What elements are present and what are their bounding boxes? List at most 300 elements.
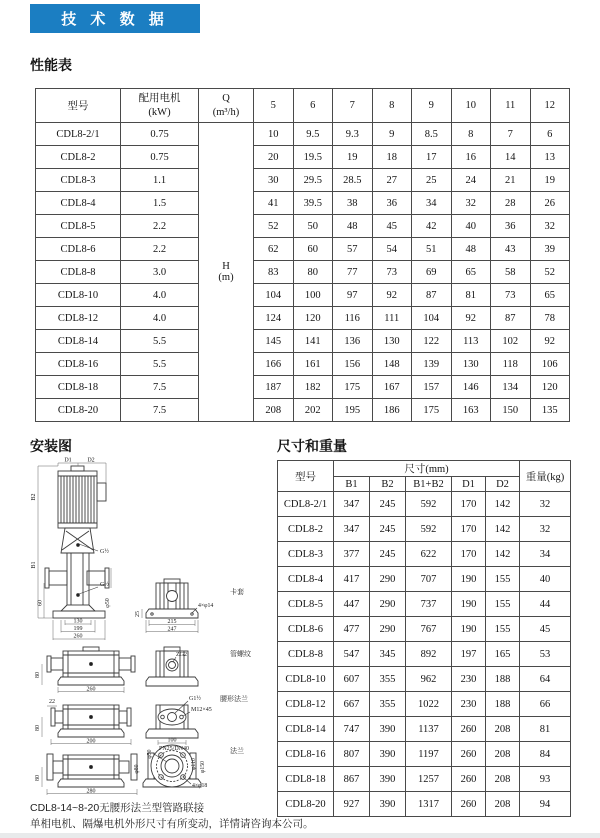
head-value-cell: 187 [254, 376, 294, 399]
model-cell: CDL8-8 [36, 261, 121, 284]
head-value-cell: 116 [333, 307, 373, 330]
dim-value-cell: 190 [452, 592, 486, 617]
perf-row [36, 238, 570, 261]
model-cell: CDL8-8 [278, 642, 334, 667]
dim-value-cell: 260 [452, 792, 486, 817]
head-value-cell: 40 [451, 215, 491, 238]
dim-value-cell: 390 [370, 717, 406, 742]
dim-value-cell: 208 [486, 717, 520, 742]
head-value-cell: 80 [293, 261, 333, 284]
perf-row [36, 307, 570, 330]
dim-value-cell: 260 [452, 717, 486, 742]
col-header-motor [121, 89, 199, 123]
head-value-cell: 51 [412, 238, 452, 261]
head-value-cell: 161 [293, 353, 333, 376]
g1half-label: G1½ [189, 696, 201, 702]
dim-value-cell: 93 [520, 767, 571, 792]
head-value-cell: 58 [491, 261, 531, 284]
performance-section-title: 性能表 [30, 57, 72, 73]
head-value-cell: 36 [491, 215, 531, 238]
head-value-cell: 14 [491, 146, 531, 169]
dim-value-cell: 417 [334, 567, 370, 592]
head-value-cell: 113 [451, 330, 491, 353]
head-value-cell: 28 [491, 192, 531, 215]
dim-value-cell: 245 [370, 542, 406, 567]
head-value-cell: 43 [491, 238, 531, 261]
dim-value-cell: 927 [334, 792, 370, 817]
head-value-cell: 17 [412, 146, 452, 169]
dim-value-cell: 892 [406, 642, 452, 667]
dim-value-cell: 32 [520, 492, 571, 517]
dim-phi50-label: φ50 [105, 598, 111, 608]
dim-value-cell: 867 [334, 767, 370, 792]
dim-value-cell: 188 [486, 667, 520, 692]
motor-kw-cell: 1.5 [121, 192, 199, 215]
dim-value-cell: 390 [370, 767, 406, 792]
head-value-cell: 167 [372, 376, 412, 399]
dim-value-cell: 377 [334, 542, 370, 567]
perf-row [36, 376, 570, 399]
head-value-cell: 148 [372, 353, 412, 376]
dim-col-weight: 重量(kg) [520, 461, 571, 492]
perf-row [36, 192, 570, 215]
head-value-cell: 120 [293, 307, 333, 330]
dim-value-cell: 355 [370, 692, 406, 717]
perf-header-row [36, 89, 570, 123]
dim-value-cell: 767 [406, 617, 452, 642]
dim-value-cell: 208 [486, 767, 520, 792]
head-value-cell: 208 [254, 399, 294, 422]
h-label: H [222, 261, 230, 272]
zg2-label: ZG2 [176, 652, 187, 658]
dimensions-table [277, 460, 571, 817]
head-value-cell: 6 [530, 123, 570, 146]
size-col-header: B2 [370, 477, 406, 492]
model-cell: CDL8-10 [278, 667, 334, 692]
dim-247-label: 247 [167, 626, 177, 633]
perf-row [36, 330, 570, 353]
flow-header-cell: 6 [293, 89, 333, 123]
head-value-cell: 120 [530, 376, 570, 399]
head-value-cell: 20 [254, 146, 294, 169]
head-value-cell: 122 [412, 330, 452, 353]
dim-row [278, 517, 571, 542]
head-value-cell: 78 [530, 307, 570, 330]
dim-value-cell: 44 [520, 592, 571, 617]
dim-value-cell: 190 [452, 567, 486, 592]
dim-value-cell: 592 [406, 492, 452, 517]
dim-value-cell: 142 [486, 517, 520, 542]
head-value-cell: 48 [451, 238, 491, 261]
head-value-cell: 87 [412, 284, 452, 307]
head-value-cell: 32 [451, 192, 491, 215]
head-value-cell: 9.3 [333, 123, 373, 146]
model-cell: CDL8-3 [278, 542, 334, 567]
head-value-cell: 97 [333, 284, 373, 307]
flow-header-cell: 8 [372, 89, 412, 123]
connection-sleeve-label: 卡套 [230, 588, 244, 596]
pn-rating-label: PN25/DN40 [159, 746, 190, 752]
footnote-motor: 单相电机、隔爆电机外形尺寸有所变动，详情请咨询本公司。 [30, 818, 314, 830]
head-value-cell: 39 [530, 238, 570, 261]
head-value-cell: 163 [451, 399, 491, 422]
motor-kw-cell: 2.2 [121, 238, 199, 261]
head-value-cell: 136 [333, 330, 373, 353]
head-value-cell: 73 [491, 284, 531, 307]
head-value-cell: 195 [333, 399, 373, 422]
perf-row [36, 353, 570, 376]
dim-value-cell: 347 [334, 517, 370, 542]
head-value-cell: 34 [412, 192, 452, 215]
head-value-cell: 130 [372, 330, 412, 353]
motor-kw-cell: 0.75 [121, 123, 199, 146]
head-value-cell: 65 [451, 261, 491, 284]
dim-value-cell: 390 [370, 792, 406, 817]
dim-value-cell: 737 [406, 592, 452, 617]
model-cell: CDL8-18 [278, 767, 334, 792]
head-value-cell: 62 [254, 238, 294, 261]
bolt18-label: 4×φ18 [192, 783, 208, 789]
dim-value-cell: 547 [334, 642, 370, 667]
motor-unit: (kW) [148, 106, 171, 118]
dim-value-cell: 245 [370, 517, 406, 542]
head-value-cell: 69 [412, 261, 452, 284]
model-cell: CDL8-5 [36, 215, 121, 238]
size-col-header: D2 [486, 477, 520, 492]
head-value-cell: 118 [491, 353, 531, 376]
motor-kw-cell: 3.0 [121, 261, 199, 284]
dim-row [278, 592, 571, 617]
dim-value-cell: 230 [452, 667, 486, 692]
head-value-cell: 100 [293, 284, 333, 307]
head-value-cell: 48 [333, 215, 373, 238]
size-col-header: B1 [334, 477, 370, 492]
dim-value-cell: 1137 [406, 717, 452, 742]
dim-b1-label: B1 [31, 561, 37, 569]
dim-value-cell: 142 [486, 492, 520, 517]
dim-header-row-1 [278, 461, 571, 477]
head-value-cell: 150 [491, 399, 531, 422]
head-value-cell: 42 [412, 215, 452, 238]
head-unit-cell [199, 123, 254, 422]
dim-value-cell: 155 [486, 617, 520, 642]
dim-value-cell: 447 [334, 592, 370, 617]
flow-header-cell: 5 [254, 89, 294, 123]
motor-kw-cell: 0.75 [121, 146, 199, 169]
head-value-cell: 13 [530, 146, 570, 169]
dim-row [278, 692, 571, 717]
dim-199-label: 199 [73, 626, 83, 632]
dim-value-cell: 155 [486, 592, 520, 617]
head-value-cell: 134 [491, 376, 531, 399]
dim-row [278, 742, 571, 767]
size-col-header: D1 [452, 477, 486, 492]
head-value-cell: 130 [451, 353, 491, 376]
head-value-cell: 9 [372, 123, 412, 146]
model-cell: CDL8-4 [36, 192, 121, 215]
head-value-cell: 202 [293, 399, 333, 422]
dim-d1-label: D1 [64, 457, 72, 464]
model-cell: CDL8-12 [36, 307, 121, 330]
head-value-cell: 54 [372, 238, 412, 261]
dim-value-cell: 66 [520, 692, 571, 717]
model-cell: CDL8-10 [36, 284, 121, 307]
dim-60-label: 60 [37, 600, 44, 606]
pipe-thread-view [146, 647, 198, 686]
head-value-cell: 106 [530, 353, 570, 376]
perf-row [36, 399, 570, 422]
dim-row [278, 642, 571, 667]
dim-value-cell: 592 [406, 517, 452, 542]
head-value-cell: 77 [333, 261, 373, 284]
flange-phi150-label: φ150 [200, 760, 206, 774]
head-value-cell: 111 [372, 307, 412, 330]
dim-value-cell: 40 [520, 567, 571, 592]
perf-row [36, 146, 570, 169]
dim-value-cell: 622 [406, 542, 452, 567]
dim-value-cell: 142 [486, 542, 520, 567]
motor-kw-cell: 1.1 [121, 169, 199, 192]
model-cell: CDL8-2 [36, 146, 121, 169]
view3-dim-22: 22 [49, 699, 55, 705]
page-title: 技 术 数 据 [61, 11, 169, 28]
q-label: Q [222, 93, 230, 105]
dim-value-cell: 208 [486, 742, 520, 767]
pump-elevation-view [45, 466, 109, 618]
head-value-cell: 146 [451, 376, 491, 399]
dim-row [278, 792, 571, 817]
head-value-cell: 102 [491, 330, 531, 353]
dim-value-cell: 667 [334, 692, 370, 717]
base-plate-view [146, 579, 198, 618]
head-value-cell: 139 [412, 353, 452, 376]
head-value-cell: 156 [333, 353, 373, 376]
motor-kw-cell: 7.5 [121, 376, 199, 399]
head-value-cell: 65 [530, 284, 570, 307]
connection-flange-label: 法兰 [230, 747, 244, 755]
head-value-cell: 104 [254, 284, 294, 307]
dim-value-cell: 170 [452, 517, 486, 542]
connection-thread-label: 管螺纹 [230, 650, 251, 658]
dim-value-cell: 390 [370, 742, 406, 767]
dim-value-cell: 290 [370, 617, 406, 642]
view2-dim-lines [42, 664, 124, 693]
perf-row [36, 215, 570, 238]
model-cell: CDL8-4 [278, 567, 334, 592]
head-value-cell: 36 [372, 192, 412, 215]
dim-value-cell: 208 [486, 792, 520, 817]
model-cell: CDL8-2/1 [278, 492, 334, 517]
dim-value-cell: 32 [520, 517, 571, 542]
model-cell: CDL8-6 [278, 617, 334, 642]
dim-value-cell: 1022 [406, 692, 452, 717]
view2-dim-80: 80 [35, 672, 41, 678]
dim-row [278, 542, 571, 567]
flow-header-cell: 7 [333, 89, 373, 123]
dim-value-cell: 1317 [406, 792, 452, 817]
dim-value-cell: 260 [452, 742, 486, 767]
head-value-cell: 21 [491, 169, 531, 192]
m12-bolt-label: M12×45 [191, 707, 212, 713]
perf-row [36, 284, 570, 307]
bottom-divider-bar [0, 833, 600, 838]
dim-value-cell: 155 [486, 567, 520, 592]
head-value-cell: 18 [372, 146, 412, 169]
dim-row [278, 717, 571, 742]
dim-130-label: 130 [73, 618, 83, 625]
head-value-cell: 141 [293, 330, 333, 353]
dim-value-cell: 170 [452, 542, 486, 567]
motor-kw-cell: 7.5 [121, 399, 199, 422]
col-header-flow [199, 89, 254, 123]
perf-row [36, 261, 570, 284]
dim-value-cell: 64 [520, 667, 571, 692]
dim-value-cell: 84 [520, 742, 571, 767]
dim-value-cell: 165 [486, 642, 520, 667]
dimensions-section-title: 尺寸和重量 [277, 438, 347, 454]
dim-value-cell: 1257 [406, 767, 452, 792]
dim-100-label: 100 [167, 737, 177, 744]
head-value-cell: 186 [372, 399, 412, 422]
head-value-cell: 25 [412, 169, 452, 192]
head-value-cell: 50 [293, 215, 333, 238]
footnote-connection: CDL8-14~8-20无腰形法兰型管路联接 [30, 802, 205, 814]
dim-value-cell: 53 [520, 642, 571, 667]
view4-dim-80: 80 [35, 775, 41, 781]
dim-215-label: 215 [167, 619, 177, 625]
dim-value-cell: 170 [452, 492, 486, 517]
dim-value-cell: 197 [452, 642, 486, 667]
pump-side-view-oval-flange [51, 705, 131, 737]
dim-value-cell: 290 [370, 567, 406, 592]
size-col-header: B1+B2 [406, 477, 452, 492]
model-cell: CDL8-16 [36, 353, 121, 376]
flow-header-cell: 11 [491, 89, 531, 123]
head-value-cell: 57 [333, 238, 373, 261]
dim-value-cell: 34 [520, 542, 571, 567]
dim-value-cell: 245 [370, 492, 406, 517]
head-value-cell: 19 [333, 146, 373, 169]
head-value-cell: 166 [254, 353, 294, 376]
head-value-cell: 83 [254, 261, 294, 284]
dim-row [278, 767, 571, 792]
head-value-cell: 157 [412, 376, 452, 399]
performance-table [35, 88, 570, 422]
perf-row [36, 169, 570, 192]
model-cell: CDL8-18 [36, 376, 121, 399]
installation-diagram [25, 453, 275, 835]
flange-phi80-label: φ80 [134, 764, 140, 774]
bolt-holes-label: 4×φ14 [198, 603, 214, 609]
view2-dim-260: 260 [86, 686, 96, 693]
motor-kw-cell: 2.2 [121, 215, 199, 238]
head-value-cell: 45 [372, 215, 412, 238]
dim-value-cell: 260 [452, 767, 486, 792]
head-value-cell: 19.5 [293, 146, 333, 169]
model-cell: CDL8-2/1 [36, 123, 121, 146]
motor-kw-cell: 4.0 [121, 307, 199, 330]
head-value-cell: 27 [372, 169, 412, 192]
view3-dim-80: 80 [35, 725, 41, 731]
head-value-cell: 92 [530, 330, 570, 353]
head-value-cell: 135 [530, 399, 570, 422]
model-cell: CDL8-5 [278, 592, 334, 617]
dim-col-model: 型号 [278, 461, 334, 492]
head-value-cell: 182 [293, 376, 333, 399]
head-value-cell: 9.5 [293, 123, 333, 146]
dim-value-cell: 707 [406, 567, 452, 592]
dim-d2-label: D2 [87, 457, 95, 464]
view4-dim-280: 280 [86, 788, 96, 795]
col-header-model: 型号 [36, 89, 121, 123]
dim-value-cell: 1197 [406, 742, 452, 767]
head-value-cell: 39.5 [293, 192, 333, 215]
head-value-cell: 52 [254, 215, 294, 238]
head-value-cell: 16 [451, 146, 491, 169]
perf-row [36, 123, 570, 146]
dim-value-cell: 345 [370, 642, 406, 667]
dim-value-cell: 477 [334, 617, 370, 642]
flow-header-cell: 10 [451, 89, 491, 123]
pump-side-view-threaded [47, 647, 135, 685]
model-cell: CDL8-20 [278, 792, 334, 817]
dim-260-label: 260 [73, 633, 83, 640]
dim-row [278, 617, 571, 642]
dim-value-cell: 607 [334, 667, 370, 692]
head-value-cell: 7 [491, 123, 531, 146]
dim-25-label: 25 [135, 611, 141, 617]
dim-value-cell: 230 [452, 692, 486, 717]
head-value-cell: 32 [530, 215, 570, 238]
g-half-plug-label-2: G½ [100, 582, 109, 588]
dim-row [278, 567, 571, 592]
dim-value-cell: 807 [334, 742, 370, 767]
dim-value-cell: 45 [520, 617, 571, 642]
head-value-cell: 24 [451, 169, 491, 192]
head-value-cell: 30 [254, 169, 294, 192]
head-value-cell: 73 [372, 261, 412, 284]
dim-value-cell: 347 [334, 492, 370, 517]
head-value-cell: 87 [491, 307, 531, 330]
head-value-cell: 92 [451, 307, 491, 330]
head-value-cell: 41 [254, 192, 294, 215]
head-value-cell: 8.5 [412, 123, 452, 146]
q-unit: (m³/h) [212, 106, 240, 118]
dim-row [278, 492, 571, 517]
motor-label: 配用电机 [138, 93, 181, 105]
flange-phi50-label: φ50 [147, 749, 153, 759]
motor-kw-cell: 4.0 [121, 284, 199, 307]
dim-col-size: 尺寸(mm) [334, 461, 520, 477]
head-value-cell: 145 [254, 330, 294, 353]
motor-kw-cell: 5.5 [121, 330, 199, 353]
head-value-cell: 26 [530, 192, 570, 215]
dim-row [278, 667, 571, 692]
model-cell: CDL8-14 [36, 330, 121, 353]
dim-value-cell: 747 [334, 717, 370, 742]
motor-kw-cell: 5.5 [121, 353, 199, 376]
dim-value-cell: 94 [520, 792, 571, 817]
page-title-banner [30, 4, 200, 33]
head-value-cell: 124 [254, 307, 294, 330]
g-half-plug-label-1: G½ [100, 549, 109, 555]
model-cell: CDL8-16 [278, 742, 334, 767]
view3-dim-200: 200 [86, 738, 96, 745]
model-cell: CDL8-2 [278, 517, 334, 542]
head-value-cell: 28.5 [333, 169, 373, 192]
installation-section-title: 安装图 [30, 438, 72, 454]
pump-side-view-flanged [47, 754, 137, 787]
